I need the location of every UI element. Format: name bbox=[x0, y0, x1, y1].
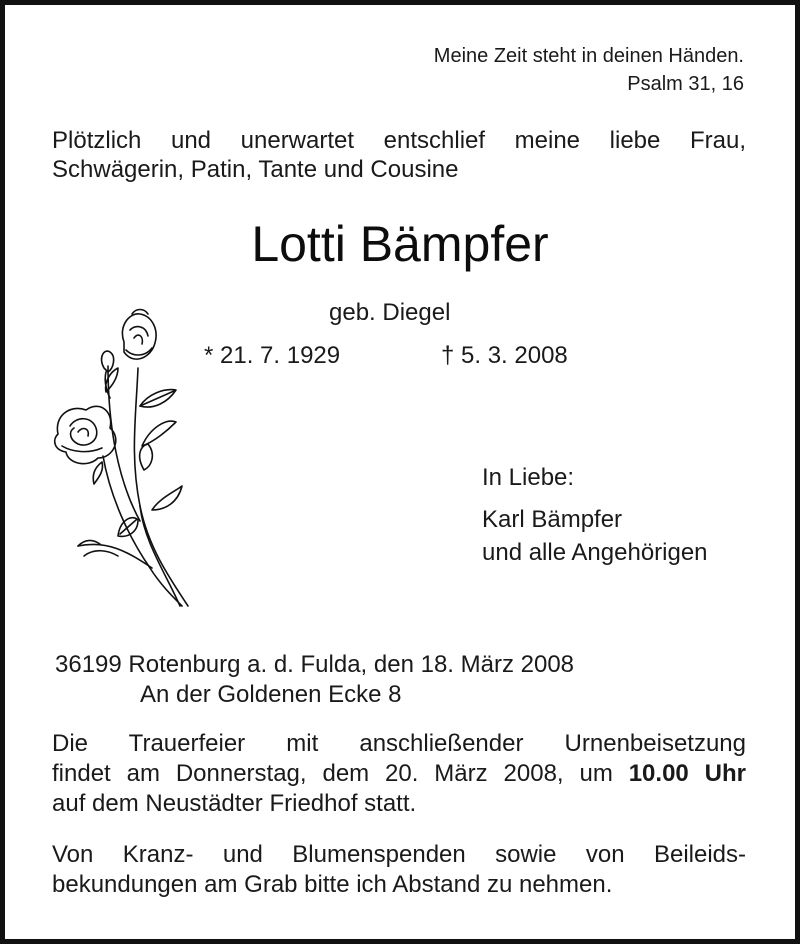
motto-quote: Meine Zeit steht in deinen Händen. bbox=[433, 45, 744, 67]
service-line-3: auf dem Neustädter Friedhof statt. bbox=[52, 790, 417, 817]
address: An der Goldenen Ecke 8 bbox=[140, 681, 402, 708]
mourners-heading: In Liebe: bbox=[482, 464, 575, 491]
place-date: 36199 Rotenburg a. d. Fulda, den 18. März 2008 bbox=[55, 651, 575, 678]
maiden-name: geb. Diegel bbox=[329, 299, 451, 326]
service-line-2 bbox=[52, 759, 746, 789]
mourner-name: Karl Bämpfer bbox=[482, 506, 623, 533]
motto-source: Psalm 31, 16 bbox=[627, 73, 744, 95]
deceased-name: Lotti Bämpfer bbox=[251, 216, 549, 272]
service-date: findet am Donnerstag, dem 20. März 2008, um bbox=[52, 760, 613, 787]
request-line-2: bekundungen am Grab bitte ich Abstand zu nehmen. bbox=[52, 871, 613, 898]
service-time: 10.00 Uhr bbox=[628, 760, 746, 787]
intro-line-2: Schwägerin, Patin, Tante und Cousine bbox=[52, 156, 459, 183]
request-line-1: Von Kranz- und Blumenspenden sowie von Beileids- bbox=[52, 841, 746, 868]
service-line-1: Die Trauerfeier mit anschließender Urnenbeisetzung bbox=[52, 730, 746, 757]
rose-icon bbox=[48, 306, 198, 612]
intro-line-1: Plötzlich und unerwartet entschlief meine liebe Frau, bbox=[52, 127, 746, 154]
birth-date: * 21. 7. 1929 bbox=[204, 342, 341, 369]
mourners-others: und alle Angehörigen bbox=[482, 539, 708, 566]
death-date: † 5. 3. 2008 bbox=[441, 342, 568, 369]
